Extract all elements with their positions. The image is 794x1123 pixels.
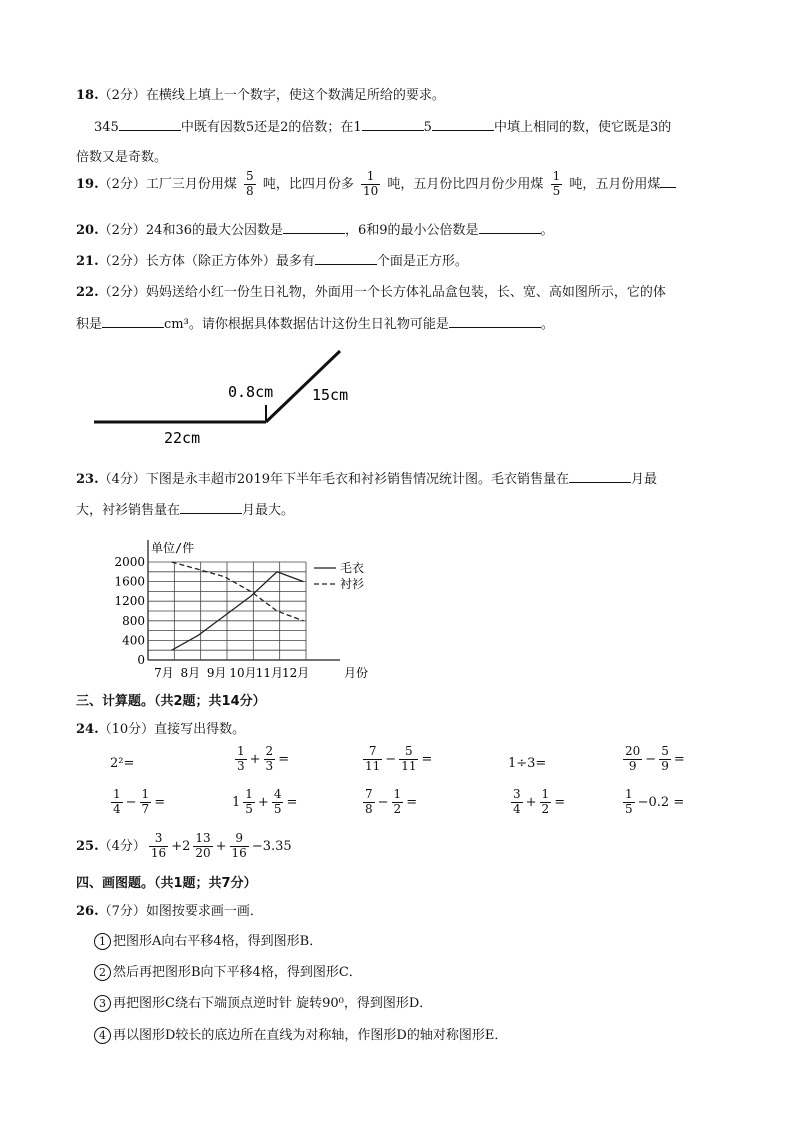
box-dimension-figure — [90, 345, 370, 450]
fraction — [244, 170, 256, 199]
text: 月最大。 — [242, 503, 295, 518]
fraction: $\frac{1}{2}$ — [541, 787, 550, 816]
calc-item: $\frac{1}{4}$ − $\frac{1}{7}$ = — [113, 787, 166, 816]
question-number: 22. — [76, 285, 99, 300]
text: （7分）如图按要求画一画． — [98, 904, 263, 919]
fraction: $\frac{9}{16}$ — [231, 831, 247, 860]
numerator: 5 — [246, 169, 254, 183]
x-axis-label: 月份 — [344, 666, 369, 680]
calc-item: $\frac{7}{11}$ − $\frac{5}{11}$ = — [365, 744, 433, 773]
step-number-circle: 4 — [94, 1027, 111, 1044]
section-4-title: 四、画图题。（共1题；共7分） — [76, 876, 257, 891]
fraction: $\frac{2}{3}$ — [265, 744, 274, 773]
text: 个面是正方形。 — [376, 254, 468, 269]
unit-label: 单位/件 — [151, 541, 195, 555]
text: 吨，五月份用煤 — [569, 176, 661, 192]
y-tick-label: 0 — [137, 653, 145, 667]
answer-blank[interactable] — [479, 220, 541, 234]
text: 再把图形C绕右下端顶点逆时针 旋转90⁰，得到图形D． — [113, 996, 433, 1011]
calc-item: $\frac{20}{9}$ − $\frac{5}{9}$ = — [625, 744, 685, 773]
question-24 — [76, 718, 245, 737]
question-23-line-2 — [76, 499, 294, 518]
fraction: $\frac{13}{20}$ — [195, 831, 211, 860]
calc-item: 1÷3= — [508, 756, 547, 771]
text: 5 — [423, 120, 432, 135]
calc-item: $\frac{7}{8}$ − $\frac{1}{2}$ = — [365, 787, 418, 816]
question-number: 25. — [76, 838, 99, 854]
answer-blank[interactable] — [449, 314, 541, 328]
step-2 — [94, 961, 362, 981]
fraction: $\frac{1}{2}$ — [393, 787, 402, 816]
step-number-circle: 1 — [94, 933, 111, 950]
step-number-circle: 3 — [94, 995, 111, 1012]
question-number: 21. — [76, 254, 99, 269]
question-number: 26. — [76, 904, 99, 919]
fraction — [361, 170, 380, 199]
text: （10分）直接写出得数。 — [98, 722, 246, 737]
question-18-line-2 — [94, 116, 671, 135]
answer-blank[interactable] — [119, 117, 181, 131]
answer-blank[interactable] — [180, 500, 242, 514]
fraction: $\frac{3}{4}$ — [513, 787, 521, 816]
x-tick-label: 12月 — [282, 666, 310, 680]
fraction: $\frac{1}{3}$ — [237, 744, 245, 773]
answer-blank[interactable] — [569, 469, 631, 483]
text: 月最 — [630, 472, 657, 487]
fraction: $\frac{1}{7}$ — [141, 787, 150, 816]
text: （2分）长方体（除正方体外）最多有 — [98, 254, 315, 269]
legend-label: 毛衣 — [340, 561, 365, 575]
text: 吨，比四月份多 — [262, 176, 354, 192]
text: 再以图形D较长的底边所在直线为对称轴，作图形D的轴对称图形E． — [113, 1028, 508, 1043]
y-tick-label: 1600 — [114, 574, 145, 589]
question-number: 18. — [76, 88, 99, 103]
fraction: $\frac{5}{11}$ — [401, 744, 417, 773]
sales-line-chart — [114, 536, 388, 681]
question-18 — [76, 84, 445, 103]
text: 大，衬衫销售量在 — [76, 503, 181, 518]
fraction: $\frac{20}{9}$ — [625, 744, 641, 773]
x-tick-label: 11月 — [255, 666, 283, 680]
text: 345 — [94, 120, 119, 135]
question-21 — [76, 250, 468, 269]
fraction: $\frac{1}{5}$ — [625, 787, 633, 816]
question-22 — [76, 281, 666, 300]
x-tick-label: 10月 — [229, 666, 257, 680]
y-tick-label: 1200 — [114, 594, 145, 609]
answer-blank[interactable] — [432, 117, 494, 131]
answer-blank[interactable] — [660, 174, 676, 188]
numerator: 1 — [361, 170, 380, 185]
fraction: $\frac{4}{5}$ — [273, 787, 282, 816]
question-text: （2分）在横线上填上一个数字，使这个数满足所给的要求。 — [98, 88, 445, 103]
question-number: 20. — [76, 223, 99, 238]
legend-label: 衬衫 — [340, 577, 365, 591]
denominator: 5 — [552, 183, 561, 198]
x-tick-label: 7月 — [154, 666, 174, 680]
fraction: $\frac{7}{8}$ — [365, 787, 373, 816]
text: （4分）下图是永丰超市2019年下半年毛衣和衬衫销售情况统计图。毛衣销售量在 — [98, 472, 569, 487]
numerator: 1 — [552, 169, 561, 183]
question-19 — [76, 170, 676, 199]
answer-blank[interactable] — [315, 251, 377, 265]
question-23 — [76, 468, 657, 487]
y-tick-label: 2000 — [114, 555, 145, 569]
text: 然后再把图形B向下平移4格，得到图形C． — [113, 965, 362, 980]
text: 把图形A向右平移4格，得到图形B． — [113, 934, 323, 949]
x-tick-label: 8月 — [180, 666, 201, 680]
answer-blank[interactable] — [362, 117, 424, 131]
text: cm³。请你根据具体数据估计这份生日礼物可能是 — [164, 317, 449, 332]
length-label: 22cm — [164, 429, 201, 447]
step-number-circle: 2 — [94, 964, 111, 981]
question-26 — [76, 900, 263, 919]
answer-blank[interactable] — [283, 220, 345, 234]
question-number: 24. — [76, 722, 99, 737]
question-18-line-3: 倍数又是奇数。 — [76, 150, 168, 165]
fraction: $\frac{3}{16}$ — [150, 831, 167, 860]
text: 。 — [540, 223, 554, 238]
text: 中既有因数5还是2的倍数；在1 — [180, 120, 362, 135]
calc-item: $\frac{3}{4}$ + $\frac{1}{2}$ = — [513, 787, 566, 816]
fraction: $\frac{5}{9}$ — [661, 744, 669, 773]
question-20 — [76, 219, 554, 238]
text: （2分）24和36的最大公因数是 — [98, 223, 283, 238]
text: （2分）工厂三月份用煤 — [98, 176, 237, 192]
height-label: 0.8cm — [228, 383, 274, 401]
calc-item: 1 $\frac{1}{5}$ + $\frac{4}{5}$ = — [232, 787, 298, 816]
question-number: 19. — [76, 176, 99, 192]
question-25: 25.（4分） $\frac{3}{16}$ +2 $\frac{13}{20}$ + $\frac{9}{16}$ −3.35 — [76, 831, 292, 860]
width-label: 15cm — [312, 386, 349, 404]
y-tick-label: 800 — [122, 613, 145, 628]
fraction: $\frac{1}{5}$ — [245, 787, 253, 816]
question-22-line-2 — [76, 313, 554, 332]
calc-item: $\frac{1}{5}$ −0.2 = — [625, 787, 685, 816]
text: ，6和9的最小公倍数是 — [344, 223, 479, 238]
step-1 — [94, 930, 322, 950]
x-tick-label: 9月 — [206, 666, 227, 680]
text: 中填上相同的数，使它既是3的 — [493, 120, 672, 135]
text: （2分）妈妈送给小红一份生日礼物，外面用一个长方体礼品盒包装，长、宽、高如图所示，它的体 — [98, 285, 666, 300]
text: （4分） — [98, 838, 146, 854]
fraction: $\frac{1}{4}$ — [113, 787, 121, 816]
section-3-title: 三、计算题。（共2题；共14分） — [76, 694, 266, 709]
answer-blank[interactable] — [102, 314, 164, 328]
question-number: 23. — [76, 472, 99, 487]
step-3 — [94, 992, 432, 1012]
calc-item: 2²= — [110, 756, 135, 771]
text: 积是 — [76, 317, 103, 332]
denominator: 10 — [362, 183, 379, 198]
text: 。 — [540, 317, 554, 332]
text: 吨，五月份比四月份少用煤 — [387, 176, 544, 192]
fraction: $\frac{7}{11}$ — [365, 744, 381, 773]
step-4 — [94, 1024, 507, 1044]
fraction — [551, 170, 563, 199]
denominator: 8 — [246, 183, 254, 198]
y-tick-label: 400 — [122, 633, 145, 648]
calc-item: $\frac{1}{3}$ + $\frac{2}{3}$ = — [237, 744, 290, 773]
